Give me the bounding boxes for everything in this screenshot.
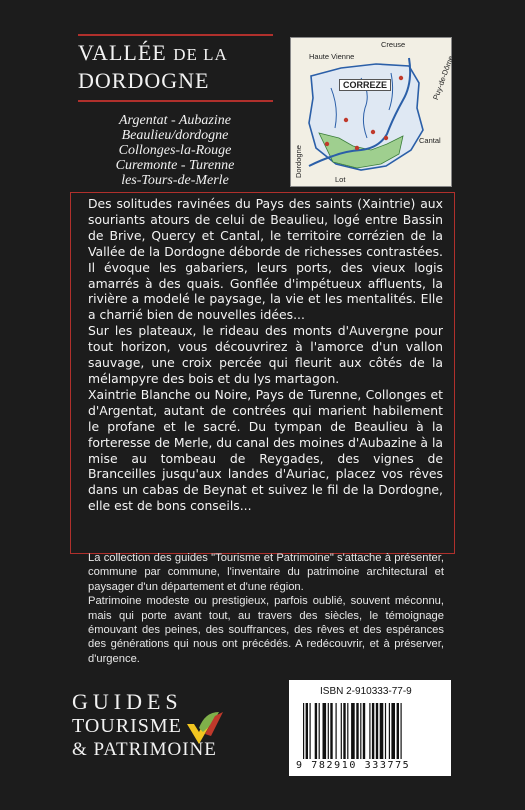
- title-de-la: DE LA: [173, 45, 228, 64]
- barcode-digits: 9 782910 333775: [296, 760, 411, 771]
- title-top-rule: [78, 34, 273, 36]
- title-bottom-rule: [78, 100, 273, 102]
- title-line-2: DORDOGNE: [78, 68, 210, 93]
- title-line-1: [78, 40, 273, 68]
- logo-tourisme: TOURISME: [72, 715, 182, 737]
- paragraph: Sur les plateaux, le rideau des monts d'Auvergne pour tout horizon, vous découvrirez à l'amorce d'un vallon sauvage, une croix percée qui fleurit aux côtés de la mélampyre des bois et du lys martagon.: [88, 323, 443, 386]
- place-item: Curemonte - Turenne: [115, 158, 235, 173]
- paragraph: Xaintrie Blanche ou Noire, Pays de Turenne, Collonges et d'Argentat, autant de contrées qui marient habilement le profane et le sacré. Du tympan de Beaulieu à la forteresse de Merle, du canal des moines d'Aubazine à la mise au tombeau de Reygades, des vignes de Branceilles jusqu'aux landes d'Auriac, placez vos rêves dans un cabas de Beynat et suivez le fil de la Dordogne, elle est de bons conseils...: [88, 386, 443, 514]
- title-valley: VALLÉE: [78, 40, 167, 65]
- map-label-correze: CORREZE: [339, 79, 391, 91]
- places-list: [80, 113, 270, 188]
- collection-text: [88, 551, 444, 666]
- map-label-cantal: Cantal: [419, 136, 441, 145]
- collection-paragraph: La collection des guides "Tourisme et Patrimoine" s'attache à présenter, commune par commune, l'inventaire du patrimoine architectural et paysager d'un département et d'une région.: [88, 552, 444, 593]
- map-label-haute-vienne: Haute Vienne: [309, 52, 355, 61]
- logo-patrimoine: PATRIMOINE: [93, 739, 217, 760]
- map-label-creuse: Creuse: [381, 40, 406, 49]
- barcode-bars: [303, 703, 441, 759]
- map-label-lot: Lot: [335, 175, 346, 184]
- place-item: Argentat - Aubazine: [119, 113, 231, 128]
- collection-paragraph: Patrimoine modeste ou prestigieux, parfois oublié, souvent méconnu, mais qui porte avant tout, au travers des siècles, le témoignage émouvant des peines, des souffrances, des rêves et des espérances des générations qui nous ont précédés. A redécouvrir, et à préserver, d'urgence.: [88, 595, 444, 665]
- place-item: les-Tours-de-Merle: [121, 173, 229, 188]
- region-map: [290, 37, 456, 187]
- place-item: Collonges-la-Rouge: [118, 143, 232, 158]
- title-block: [78, 34, 273, 102]
- logo-ampersand: &: [72, 739, 88, 760]
- isbn-label: ISBN 2-910333-77-9: [320, 686, 412, 697]
- map-label-puy-de-dome: Puy-de-Dôme: [431, 54, 456, 102]
- paragraph: Des solitudes ravinées du Pays des saints (Xaintrie) aux souriants atours de celui de Beaulieu, logé entre Bassin de Brive, Quercy et Cantal, le territoire corrézien de la Vallée de la Dordogne déborde de richesses contrastées. Il évoque les gabariers, leurs ports, des vieux logis amarrés à des quais. Gonflée d'impétueux affluents, la rivière a modelé le paysage, la vie et les mentalités. Elle a charrié bien de nouvelles idées...: [88, 196, 443, 323]
- checkmark-logo-icon: [185, 710, 227, 748]
- logo-guides: GUIDES: [72, 689, 183, 714]
- map-label-dordogne: Dordogne: [294, 145, 303, 178]
- place-item: Beaulieu/dordogne: [121, 128, 229, 143]
- main-text: [88, 196, 443, 514]
